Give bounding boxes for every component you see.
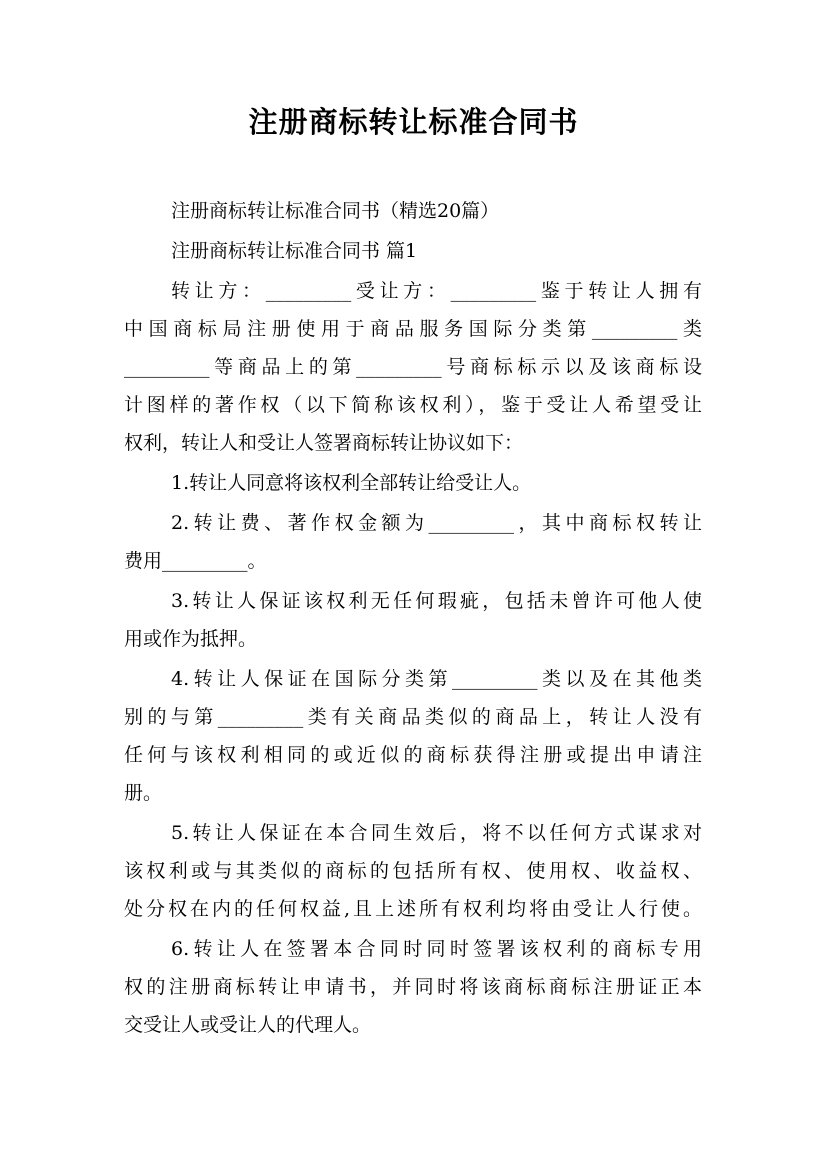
clause-6-line: 权的注册商标转让申请书，并同时将该商标商标注册证正本 (124, 976, 702, 998)
clause-5-line: 5.转让人保证在本合同生效后，将不以任何方式谋求对 (171, 822, 702, 844)
paragraph-line: 转让方：_________受让方：_________鉴于转让人拥有 (171, 280, 702, 302)
paragraph-line: _________等商品上的第_________号商标标示以及该商标设 (124, 356, 702, 378)
clause-6-line: 6.转让人在签署本合同时同时签署该权利的商标专用 (171, 938, 702, 960)
clause-2-line: 费用_________。 (124, 550, 267, 572)
clause-3-line: 用或作为抵押。 (124, 628, 258, 650)
document-title: 注册商标转让标准合同书 (248, 105, 579, 139)
clause-2-line: 2.转让费、著作权金额为_________，其中商标权转让 (171, 512, 702, 534)
clause-1-line: 1.转让人同意将该权利全部转让给受让人。 (171, 472, 532, 494)
paragraph-line: 中国商标局注册使用于商品服务国际分类第_________类 (124, 318, 702, 340)
clause-5-line: 该权利或与其类似的商标的包括所有权、使用权、收益权、 (124, 860, 702, 882)
clause-5-line: 处分权在内的任何权益,且上述所有权利均将由受让人行使。 (124, 898, 702, 920)
section-heading: 注册商标转让标准合同书 篇1 (171, 240, 418, 262)
clause-4-line: 别的与第_________类有关商品类似的商品上，转让人没有 (124, 706, 702, 728)
paragraph-line: 计图样的著作权（以下简称该权利），鉴于受让人希望受让 (124, 394, 702, 416)
clause-6-line: 交受让人或受让人的代理人。 (124, 1014, 372, 1036)
clause-4-line: 册。 (124, 782, 163, 804)
paragraph-line: 权利，转让人和受让人签署商标转让协议如下： (124, 432, 524, 454)
document-subtitle: 注册商标转让标准合同书（精选20篇） (171, 200, 500, 222)
clause-4-line: 4.转让人保证在国际分类第_________类以及在其他类 (171, 668, 702, 690)
clause-4-line: 任何与该权利相同的或近似的商标获得注册或提出申请注 (124, 744, 702, 766)
clause-3-line: 3.转让人保证该权利无任何瑕疵，包括未曾许可他人使 (171, 590, 702, 612)
